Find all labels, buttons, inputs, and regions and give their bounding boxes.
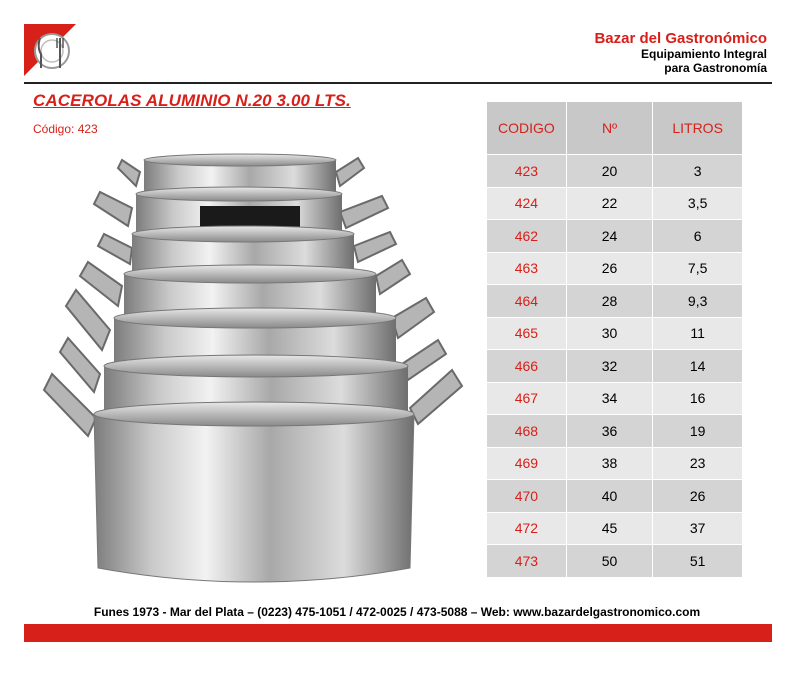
cell-number: 30 [566, 317, 652, 350]
cell-code: 470 [487, 480, 567, 513]
cell-liters: 7,5 [653, 252, 743, 285]
table-row [487, 545, 743, 578]
brand-block [594, 30, 767, 75]
brand-tagline-2: para Gastronomía [664, 61, 767, 75]
table-row [487, 317, 743, 350]
cell-liters: 9,3 [653, 285, 743, 318]
cell-liters: 14 [653, 350, 743, 383]
cell-number: 20 [566, 155, 652, 188]
brand-tagline-1: Equipamiento Integral [640, 47, 767, 61]
cell-code: 423 [487, 155, 567, 188]
col-header-litros: LITROS [653, 102, 743, 155]
cell-liters: 51 [653, 545, 743, 578]
table-row [487, 350, 743, 383]
cell-code: 472 [487, 512, 567, 545]
cell-code: 468 [487, 415, 567, 448]
cell-liters: 23 [653, 447, 743, 480]
cell-number: 38 [566, 447, 652, 480]
cell-code: 469 [487, 447, 567, 480]
table-row [487, 382, 743, 415]
cell-number: 24 [566, 220, 652, 253]
cell-number: 32 [566, 350, 652, 383]
table-row [487, 252, 743, 285]
cell-liters: 6 [653, 220, 743, 253]
header-divider [24, 82, 772, 84]
footer-bar [24, 624, 772, 642]
table-row [487, 480, 743, 513]
footer-contact: Funes 1973 - Mar del Plata – (0223) 475-1051 / 472-0025 / 473-5088 – Web: www.bazardelgastronomico.com [93, 605, 701, 619]
table-row [487, 415, 743, 448]
cell-code: 467 [487, 382, 567, 415]
cell-liters: 19 [653, 415, 743, 448]
col-header-numero: Nº [566, 102, 652, 155]
table-row [487, 187, 743, 220]
brand-name: Bazar del Gastronómico [594, 30, 767, 47]
specs-table [486, 101, 743, 578]
cell-number: 40 [566, 480, 652, 513]
cell-code: 466 [487, 350, 567, 383]
table-row [487, 512, 743, 545]
cell-code: 424 [487, 187, 567, 220]
cell-code: 463 [487, 252, 567, 285]
brand-logo [24, 24, 76, 76]
cell-code: 464 [487, 285, 567, 318]
product-code: Código: 423 [33, 122, 98, 136]
cell-code: 462 [487, 220, 567, 253]
cell-number: 50 [566, 545, 652, 578]
cell-liters: 11 [653, 317, 743, 350]
cell-code: 473 [487, 545, 567, 578]
table-row [487, 220, 743, 253]
cell-number: 26 [566, 252, 652, 285]
cell-number: 45 [566, 512, 652, 545]
cell-liters: 26 [653, 480, 743, 513]
table-header-row [487, 102, 743, 155]
table-row [487, 447, 743, 480]
product-title: CACEROLAS ALUMINIO N.20 3.00 LTS. [33, 91, 351, 110]
cell-liters: 16 [653, 382, 743, 415]
cell-liters: 3 [653, 155, 743, 188]
cell-number: 36 [566, 415, 652, 448]
product-image [40, 150, 470, 588]
table-row [487, 285, 743, 318]
cell-liters: 3,5 [653, 187, 743, 220]
table-row [487, 155, 743, 188]
cell-number: 28 [566, 285, 652, 318]
cell-number: 34 [566, 382, 652, 415]
cell-code: 465 [487, 317, 567, 350]
cell-liters: 37 [653, 512, 743, 545]
cell-number: 22 [566, 187, 652, 220]
col-header-codigo: CODIGO [487, 102, 567, 155]
